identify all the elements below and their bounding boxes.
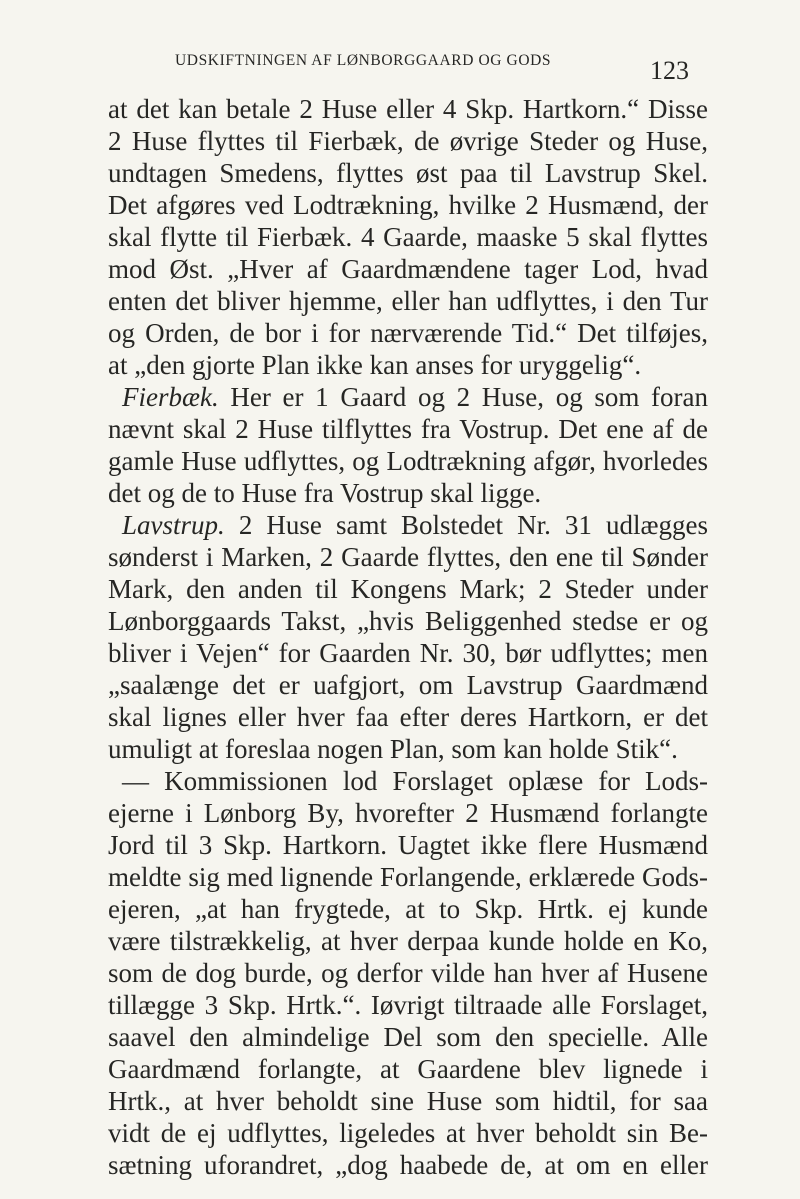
text-line-rest: 2 Huse samt Bolstedet Nr. 31 udlægges <box>224 510 708 540</box>
text-line <box>108 509 708 541</box>
page-number: 123 <box>650 56 689 85</box>
text-line: at „den gjorte Plan ikke kan anses for uryggelig“. <box>108 350 642 380</box>
text-line: Hrtk., at hver beholdt sine Huse som hidtil, for saa <box>108 1086 708 1116</box>
text-line: sønderst i Marken, 2 Gaarde flyttes, den ene til Sønder <box>108 542 708 572</box>
text-line: bliver i Vejen“ for Gaarden Nr. 30, bør udflyttes; men <box>108 638 708 668</box>
text-line: — Kommissionen lod Forslaget oplæse for Lods- <box>122 766 708 796</box>
text-line: Jord til 3 Skp. Hartkorn. Uagtet ikke flere Husmænd <box>108 830 708 860</box>
text-line: enten det bliver hjemme, eller han udflyttes, i den Tur <box>108 286 708 316</box>
text-line: undtagen Smedens, flyttes øst paa til Lavstrup Skel. <box>108 158 708 188</box>
text-line: saavel den almindelige Del som den specielle. Alle <box>108 1022 708 1052</box>
text-line: skal lignes eller hver faa efter deres Hartkorn, er det <box>108 702 708 732</box>
running-head: UDSKIFTNINGEN AF LØNBORGGAARD OG GODS <box>175 52 552 69</box>
text-line: at det kan betale 2 Huse eller 4 Skp. Hartkorn.“ Disse <box>108 94 708 124</box>
text-line: Gaardmænd forlangte, at Gaardene blev lignede i <box>108 1054 708 1084</box>
text-line: skal flytte til Fierbæk. 4 Gaarde, maaske 5 skal flyttes <box>108 222 708 252</box>
text-line: tillægge 3 Skp. Hrtk.“. Iøvrigt tiltraade alle Forslaget, <box>108 990 708 1020</box>
body-text <box>108 93 708 1181</box>
text-line: Mark, den anden til Kongens Mark; 2 Steder under <box>108 574 708 604</box>
text-line: „saalænge det er uafgjort, om Lavstrup Gaardmænd <box>108 670 708 700</box>
text-line: som de dog burde, og derfor vilde han hver af Husene <box>108 958 708 988</box>
section-lead-lavstrup: Lavstrup. <box>122 510 225 540</box>
text-line: vidt de ej udflyttes, ligeledes at hver beholdt sin Be- <box>108 1118 708 1148</box>
text-line: sætning uforandret, „dog haabede de, at om en eller <box>108 1150 708 1180</box>
text-line: nævnt skal 2 Huse tilflyttes fra Vostrup. Det ene af de <box>108 414 708 444</box>
text-line: umuligt at foreslaa nogen Plan, som kan holde Stik“. <box>108 734 678 764</box>
text-line: være tilstrækkelig, at hver derpaa kunde holde en Ko, <box>108 926 708 956</box>
text-line: meldte sig med lignende Forlangende, erklærede Gods- <box>108 862 708 892</box>
text-line: og Orden, de bor i for nærværende Tid.“ Det tilføjes, <box>108 318 708 348</box>
text-line: Det afgøres ved Lodtrækning, hvilke 2 Husmænd, der <box>108 190 708 220</box>
text-line: 2 Huse flyttes til Fierbæk, de øvrige Steder og Huse, <box>108 126 708 156</box>
text-line: mod Øst. „Hver af Gaardmændene tager Lod, hvad <box>108 254 708 284</box>
section-lead-fierbaek: Fierbæk. <box>122 382 219 412</box>
text-line: det og de to Huse fra Vostrup skal ligge. <box>108 478 542 508</box>
text-line: Lønborggaards Takst, „hvis Beliggenhed stedse er og <box>108 606 708 636</box>
text-line: ejerne i Lønborg By, hvorefter 2 Husmænd forlangte <box>108 798 708 828</box>
text-line <box>108 381 708 413</box>
text-line: ejeren, „at han frygtede, at to Skp. Hrtk. ej kunde <box>108 894 708 924</box>
text-line: gamle Huse udflyttes, og Lodtrækning afgør, hvorledes <box>108 446 708 476</box>
text-line-rest: Her er 1 Gaard og 2 Huse, og som foran <box>218 382 708 412</box>
